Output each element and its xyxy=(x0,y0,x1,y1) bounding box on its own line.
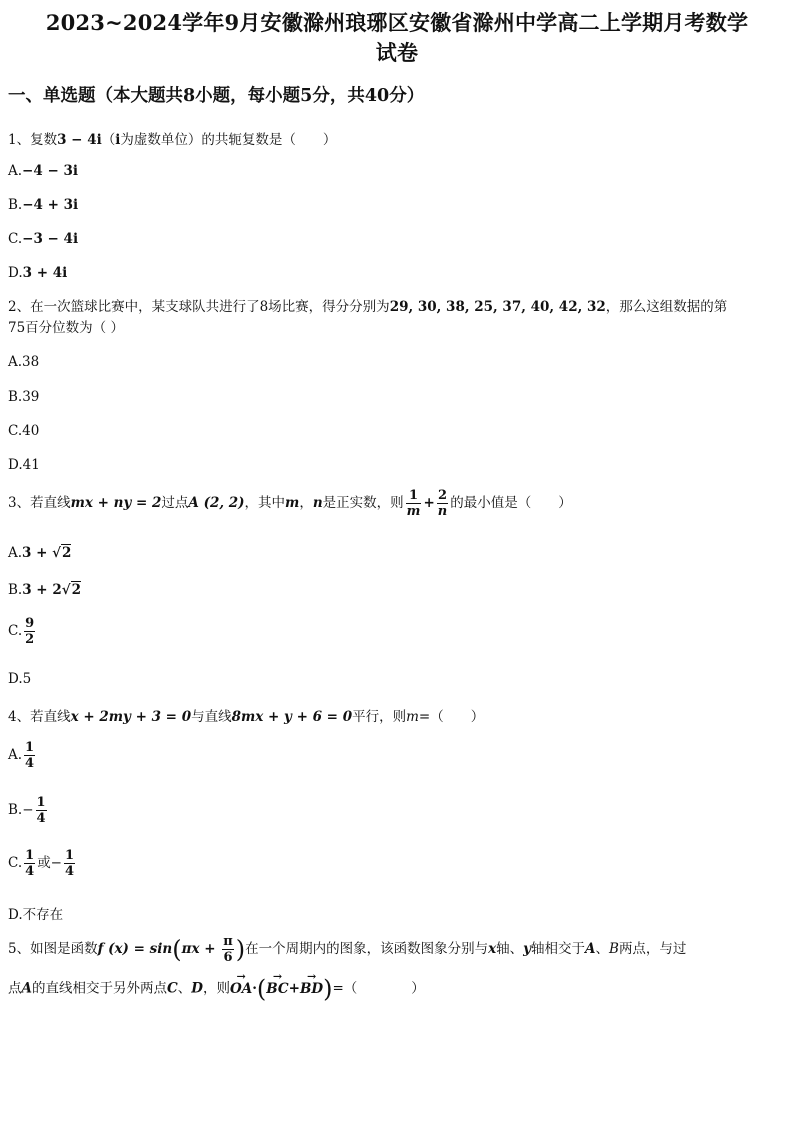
exam-title xyxy=(0,8,794,68)
q4-option-a[interactable] xyxy=(8,740,37,771)
q5-text: 、 xyxy=(177,980,192,997)
option-fraction: $\frac{1}{4}$ xyxy=(65,848,75,879)
q4-prefix: 4、若直线 xyxy=(8,709,71,725)
q3-plus: + xyxy=(423,495,435,511)
right-paren: ) xyxy=(235,935,246,964)
q3-option-d[interactable] xyxy=(8,671,31,687)
q5-text: 点 xyxy=(8,980,22,997)
option-label: B. xyxy=(8,582,23,598)
q4-suffix: =（ ） xyxy=(418,709,485,725)
q5-point-b: B xyxy=(609,941,619,957)
option-label: B.− xyxy=(8,802,34,818)
q3-option-c[interactable] xyxy=(8,616,37,647)
q3-point: A (2, 2) xyxy=(188,495,245,511)
option-fraction: $\frac{9}{2}$ xyxy=(25,616,35,647)
vector-bc: → BC xyxy=(266,981,288,997)
q3-text: 过点 xyxy=(161,495,189,511)
q5-text: 、 xyxy=(595,941,610,957)
q1-option-b[interactable] xyxy=(8,197,78,213)
left-paren: ( xyxy=(256,975,267,1003)
option-value: 5 xyxy=(22,671,32,687)
q3-suffix: 的最小值是（ ） xyxy=(450,495,572,511)
option-value: −4 − 3i xyxy=(22,163,78,179)
q5-pi-fraction: $\frac{\pi}{6}$ xyxy=(223,934,233,965)
q2-option-a[interactable] xyxy=(8,354,39,370)
q2-option-b[interactable] xyxy=(8,389,39,405)
title-line-1: 2023~2024学年9月安徽滁州琅琊区安徽省滁州中学高二上学期月考数学 xyxy=(45,10,749,35)
q3-text: ， xyxy=(299,495,313,511)
option-value: 41 xyxy=(22,457,40,473)
option-fraction: $\frac{1}{4}$ xyxy=(25,848,35,879)
option-label: C. xyxy=(8,231,23,247)
q2-scores: 29, 30, 38, 25, 37, 40, 42, 32 xyxy=(389,299,606,315)
q4-equation-2: 8mx + y + 6 = 0 xyxy=(231,709,353,725)
option-label: A. xyxy=(8,545,23,561)
dot-operator: · xyxy=(252,980,257,997)
q2-prefix: 2、在一次篮球比赛中，某支球队共进行了8场比赛，得分分别为 xyxy=(8,299,390,315)
q5-point-d: D xyxy=(191,980,203,997)
question-1 xyxy=(8,128,336,148)
q4-text: 与直线 xyxy=(191,709,232,725)
q3-prefix: 3、若直线 xyxy=(8,495,71,511)
option-value: −4 + 3i xyxy=(22,197,79,213)
q4-text: 平行，则 xyxy=(352,709,407,725)
q3-var-n: n xyxy=(312,495,323,511)
option-value: 3 + 4i xyxy=(22,265,68,281)
vector-oa: → OA xyxy=(230,981,252,997)
q5-x-axis: x xyxy=(488,941,497,957)
sqrt-symbol: √2 xyxy=(61,582,81,598)
q2-option-d[interactable] xyxy=(8,457,40,473)
q4-equation-1: x + 2my + 3 = 0 xyxy=(70,709,192,725)
q1-option-d[interactable] xyxy=(8,265,67,281)
section-heading: 一、单选题（本大题共8小题，每小题5分，共40分） xyxy=(8,86,425,106)
option-fraction: $\frac{1}{4}$ xyxy=(36,795,46,826)
option-text: 或− xyxy=(37,855,62,871)
option-label: C. xyxy=(8,623,23,639)
q1-i-symbol: i xyxy=(115,132,121,148)
plus-operator: + xyxy=(288,980,300,997)
q5-text: 的直线相交于另外两点 xyxy=(31,980,167,997)
q5-point-a: A xyxy=(21,980,32,997)
option-label: C. xyxy=(8,423,23,439)
q5-point-c: C xyxy=(166,980,178,997)
q5-text: 轴相交于 xyxy=(531,941,586,957)
q2-line-2: 75百分位数为（ ） xyxy=(8,320,124,336)
vector-bd: → BD xyxy=(300,981,323,997)
option-label: D. xyxy=(8,265,23,281)
q5-suffix: =（ ） xyxy=(332,980,425,997)
q4-option-c[interactable] xyxy=(8,848,77,879)
option-value: 3 + 2 xyxy=(22,582,62,598)
q3-var-m: m xyxy=(285,495,300,511)
q1-paren: （ xyxy=(101,132,116,148)
option-label: A. xyxy=(8,354,23,370)
option-value: 40 xyxy=(22,423,40,439)
q5-y-axis: y xyxy=(523,941,532,957)
q3-text: 是正实数，则 xyxy=(322,495,404,511)
right-paren: ) xyxy=(323,975,333,1003)
option-label: D. xyxy=(8,457,23,473)
q3-option-b[interactable] xyxy=(8,582,81,598)
option-label: D. xyxy=(8,907,23,923)
q5-text: ，则 xyxy=(202,980,230,997)
option-value: 不存在 xyxy=(22,907,64,923)
q5-point-a: A xyxy=(585,941,596,957)
q3-line-equation: mx + ny = 2 xyxy=(70,495,162,511)
q3-fraction-1: $\frac{1}{m}$ xyxy=(406,488,421,519)
q1-option-a[interactable] xyxy=(8,163,78,179)
option-label: C. xyxy=(8,855,23,871)
q5-prefix: 5、如图是函数 xyxy=(8,941,98,957)
left-paren: ( xyxy=(172,935,182,964)
q3-text: ，其中 xyxy=(244,495,286,511)
option-value: −3 − 4i xyxy=(22,231,79,247)
question-5-line-2 xyxy=(8,975,425,1003)
q1-mid: 为虚数单位）的共轭复数是（ ） xyxy=(120,132,337,148)
option-label: B. xyxy=(8,197,23,213)
option-value: 3 + xyxy=(22,545,53,561)
question-2 xyxy=(8,297,786,339)
q1-option-c[interactable] xyxy=(8,231,78,247)
q4-var-m: m xyxy=(406,709,419,725)
q5-text: 轴、 xyxy=(496,941,524,957)
q4-option-b[interactable] xyxy=(8,795,49,826)
option-value: 38 xyxy=(22,354,40,370)
option-label: A. xyxy=(8,163,23,179)
option-fraction: $\frac{1}{4}$ xyxy=(25,740,35,771)
title-line-2: 试卷 xyxy=(375,40,419,65)
q1-expr: 3 − 4i xyxy=(57,132,102,148)
q5-text: 在一个周期内的图象，该函数图象分别与 xyxy=(245,941,489,957)
q2-option-c[interactable] xyxy=(8,423,39,439)
question-3 xyxy=(8,488,572,519)
q3-option-a[interactable] xyxy=(8,545,71,561)
question-5 xyxy=(8,934,686,965)
q5-text: 两点，与过 xyxy=(618,941,687,957)
q2-suffix: ，那么这组数据的第 xyxy=(605,299,728,315)
q1-prefix: 1、复数 xyxy=(8,132,58,148)
q5-inner: πx + xyxy=(181,941,221,957)
question-4 xyxy=(8,705,484,725)
q5-function: f (x) = sin xyxy=(97,941,173,957)
q3-fraction-2: $\frac{2}{n}$ xyxy=(437,488,448,519)
q4-option-d[interactable] xyxy=(8,903,63,923)
option-value: 39 xyxy=(22,389,40,405)
option-label: D. xyxy=(8,671,23,687)
option-label: B. xyxy=(8,389,23,405)
option-label: A. xyxy=(8,747,23,763)
sqrt-symbol: √2 xyxy=(52,545,72,561)
